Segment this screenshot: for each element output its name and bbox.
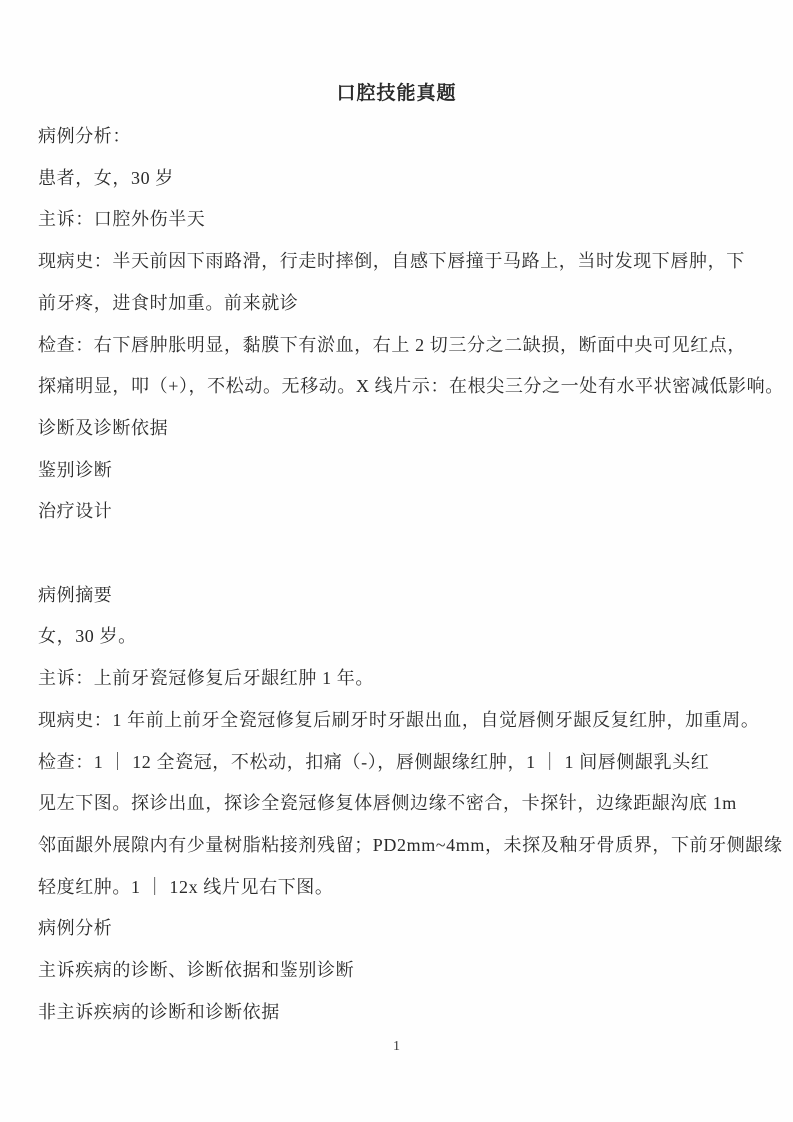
text-line-exam-1b: 探痛明显，叩（+），不松动。无移动。X 线片示：在根尖三分之一处有水平状密减低影响。 <box>38 376 784 397</box>
text-line-case-analysis-heading: 病例分析 <box>38 918 113 939</box>
text-line-exam-1a: 检查：右下唇肿胀明显，黏膜下有淤血，右上 2 切三分之二缺损，断面中央可见红点， <box>38 334 746 355</box>
text-line-case1-heading: 病例分析： <box>38 126 131 146</box>
text-line-history-1b: 前牙疼，进食时加重。前来就诊 <box>38 292 299 313</box>
text-line-patient-info: 患者，女，30 岁 <box>38 167 174 188</box>
text-line-exam-2a: 检查：1 ｜ 12 全瓷冠，不松动，扣痛（-），唇侧龈缘红肿，1 ｜ 1 间唇侧龈乳头红 <box>38 751 710 772</box>
text-line-analysis-item-1: 主诉疾病的诊断、诊断依据和鉴别诊断 <box>38 960 355 981</box>
text-line-analysis-item-2: 非主诉疾病的诊断和诊断依据 <box>38 1001 280 1022</box>
text-line-history-1a: 现病史：半天前因下雨路滑，行走时摔倒，自感下唇撞于马路上，当时发现下唇肿，下 <box>38 251 745 272</box>
document-title: 口腔技能真题 <box>336 83 457 104</box>
document-body <box>38 116 784 1033</box>
text-line-exam-2c: 邻面龈外展隙内有少量树脂粘接剂残留；PD2mm~4mm，未探及釉牙骨质界，下前牙侧龈缘 <box>38 834 783 855</box>
text-line-history-2: 现病史：1 年前上前牙全瓷冠修复后刷牙时牙龈出血，自觉唇侧牙龈反复红肿，加重周。 <box>38 709 760 730</box>
text-line-differential-diagnosis: 鉴别诊断 <box>38 459 113 480</box>
text-line-exam-2b: 见左下图。探诊出血，探诊全瓷冠修复体唇侧边缘不密合，卡探针，边缘距龈沟底 1m <box>38 793 737 814</box>
page-number: 1 <box>393 1039 400 1054</box>
text-line-patient-info-2: 女，30 岁。 <box>38 626 137 647</box>
text-line-chief-complaint-1: 主诉：口腔外伤半天 <box>38 209 206 230</box>
text-line-exam-2d: 轻度红肿。1 ｜ 12x 线片见右下图。 <box>38 876 334 897</box>
text-line-treatment-plan: 治疗设计 <box>38 501 113 522</box>
text-line-diagnosis-basis: 诊断及诊断依据 <box>38 417 169 438</box>
text-line-case2-heading: 病例摘要 <box>38 584 113 605</box>
blank-line <box>38 533 757 575</box>
text-line-chief-complaint-2: 主诉：上前牙瓷冠修复后牙龈红肿 1 年。 <box>38 668 374 689</box>
